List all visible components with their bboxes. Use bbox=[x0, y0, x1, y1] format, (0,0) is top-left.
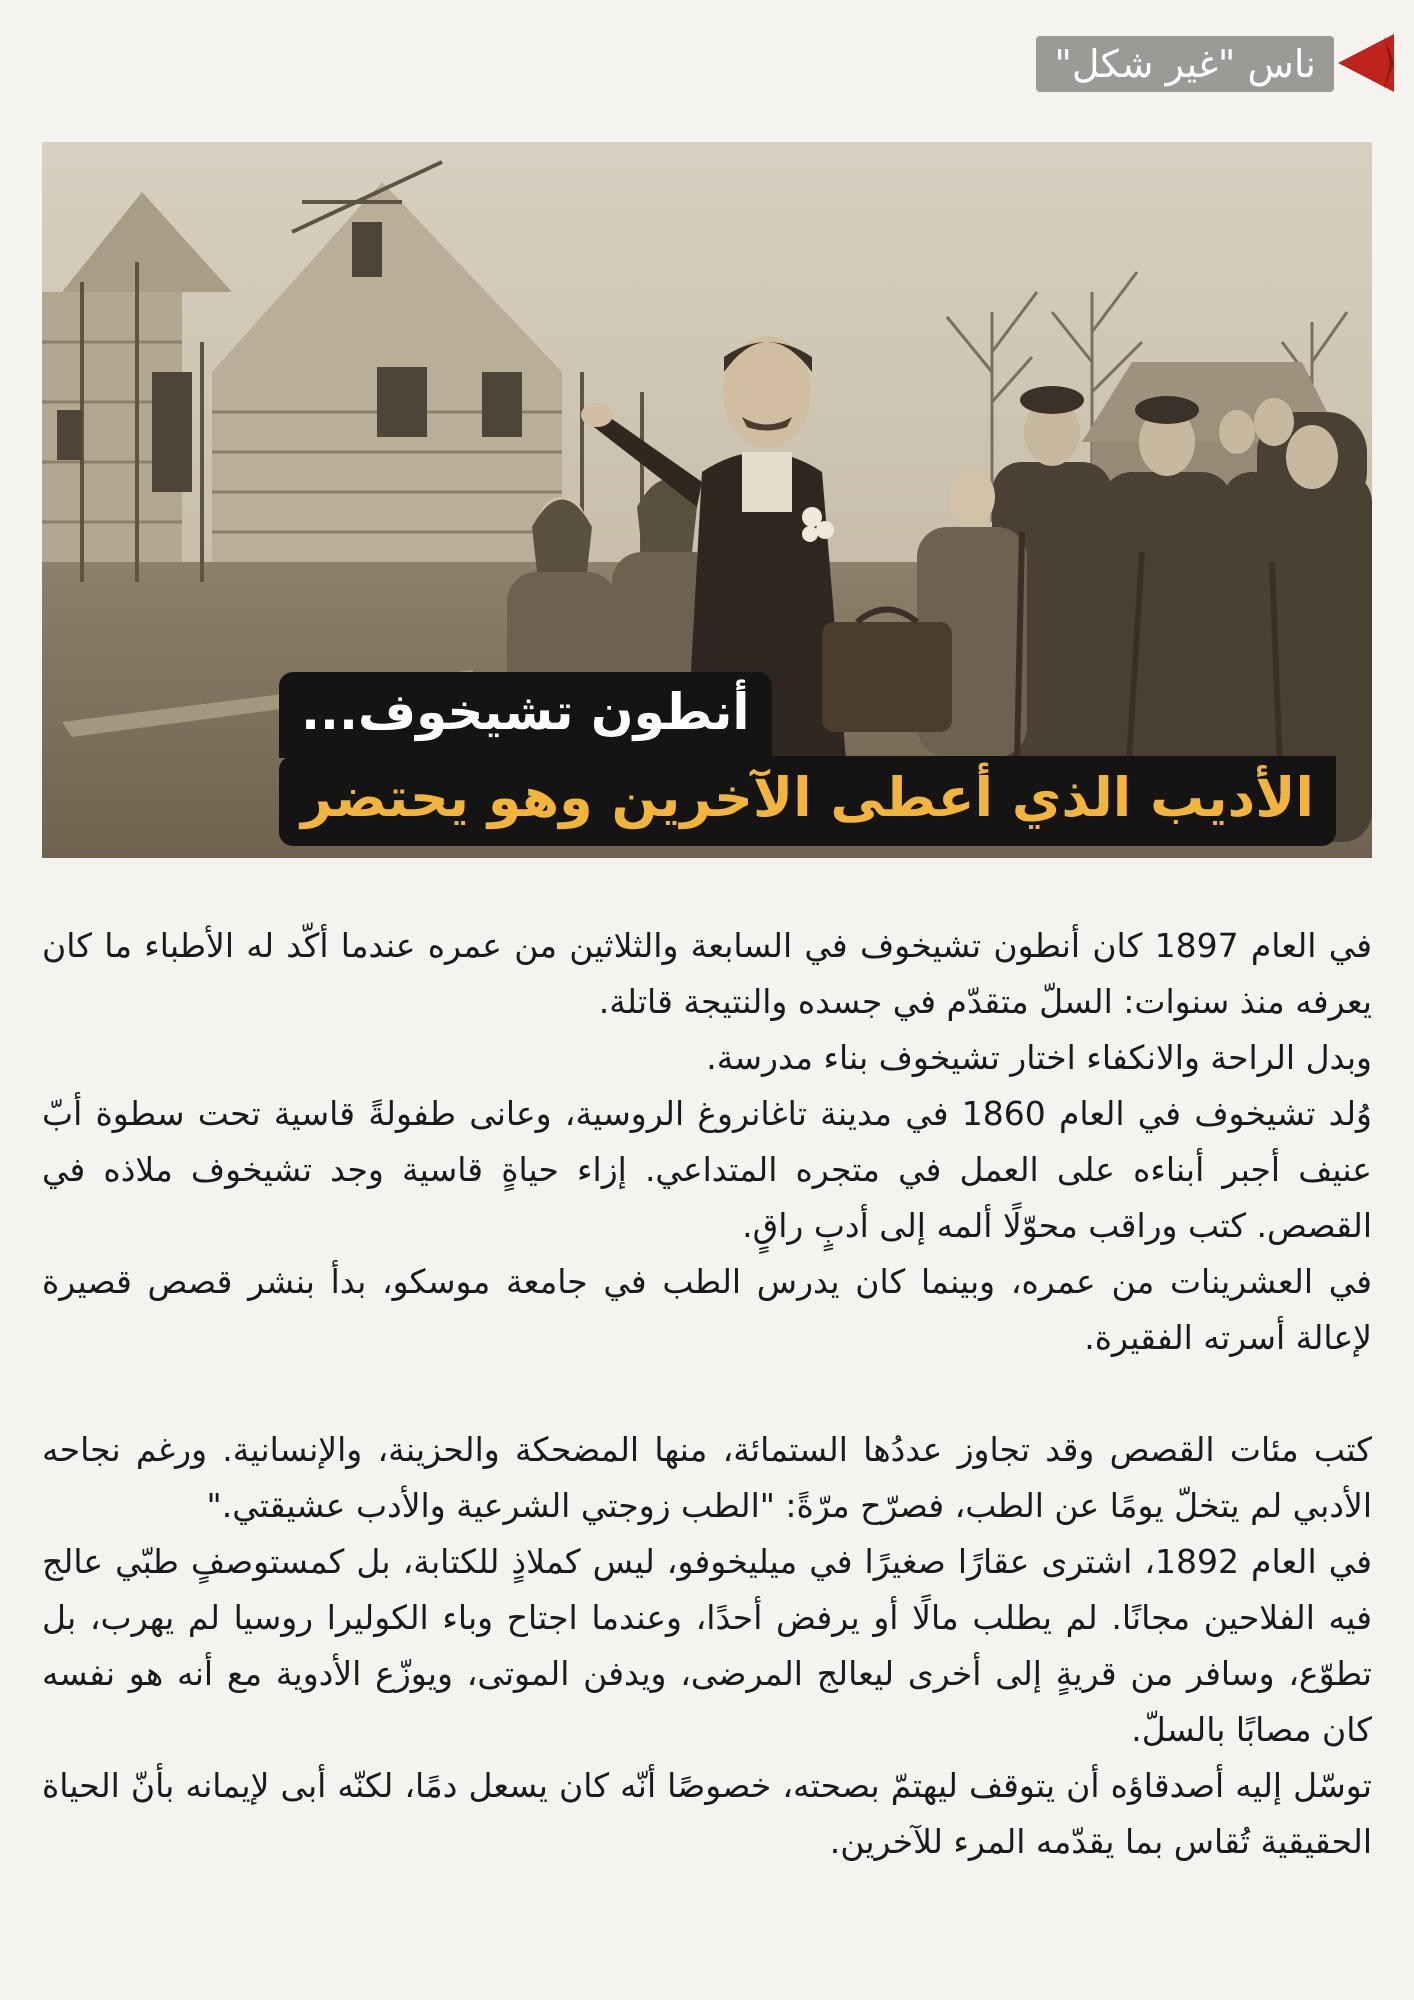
hero-caption bbox=[279, 672, 1336, 846]
paragraph: توسّل إليه أصدقاؤه أن يتوقف ليهتمّ بصحته، خصوصًا أنّه كان يسعل دمًا، لكنّه أبى لإيمانه بأنّ الحياة الحقيقية تُقاس بما يقدّمه المرء للآخرين. bbox=[42, 1766, 1372, 1861]
paragraph: في العشرينات من عمره، وبينما كان يدرس الطب في جامعة موسكو، بدأ بنشر قصص قصيرة لإعالة أسرته الفقيرة. bbox=[42, 1262, 1372, 1357]
caption-subtitle: الأديب الذي أعطى الآخرين وهو يحتضر bbox=[279, 756, 1336, 846]
section-tag: ناس "غير شكل" bbox=[1036, 36, 1334, 92]
paragraph: في العام 1897 كان أنطون تشيخوف في السابعة والثلاثين من عمره عندما أكّد له الأطباء ما كان يعرفه منذ سنوات: السلّ متقدّم في جسده والنتيجة قاتلة. bbox=[42, 926, 1373, 1021]
paragraph: وبدل الراحة والانكفاء اختار تشيخوف بناء مدرسة. bbox=[706, 1038, 1372, 1077]
paragraph: كتب مئات القصص وقد تجاوز عددُها الستمائة، منها المضحكة والحزينة، والإنسانية. ورغم نجاحه الأدبي لم يتخلّ يومًا عن الطب، فصرّح مرّةً: "الطب زوجتي الشرعية والأدب عشيقتي." bbox=[42, 1430, 1372, 1525]
paragraph: وُلد تشيخوف في العام 1860 في مدينة تاغانروغ الروسية، وعانى طفولةً قاسية تحت سطوة أبّ عنيف أجبر أبناءه على العمل في متجره المتداعي. إزاء حياةٍ قاسية وجد تشيخوف ملاذه في القصص. كتب وراقب محوّلًا ألمه إلى أدبٍ راقٍ. bbox=[42, 1094, 1372, 1245]
caption-title: أنطون تشيخوف... bbox=[279, 672, 772, 758]
hero-image bbox=[42, 142, 1372, 858]
article-body bbox=[42, 918, 1372, 1870]
paragraph: في العام 1892، اشترى عقارًا صغيرًا في ميليخوفو، ليس كملاذٍ للكتابة، بل كمستوصفٍ طبّي عالج فيه الفلاحين مجانًا. لم يطلب مالًا أو يرفض أحدًا، وعندما اجتاح وباء الكوليرا روسيا لم يهرب، بل تطوّع، وسافر من قريةٍ إلى أخرى ليعالج المرضى، ويدفن الموتى، ويوزّع الأدوية مع أنه هو نفسه كان مصابًا بالسلّ. bbox=[42, 1542, 1372, 1749]
red-arrow-icon bbox=[1334, 30, 1396, 96]
